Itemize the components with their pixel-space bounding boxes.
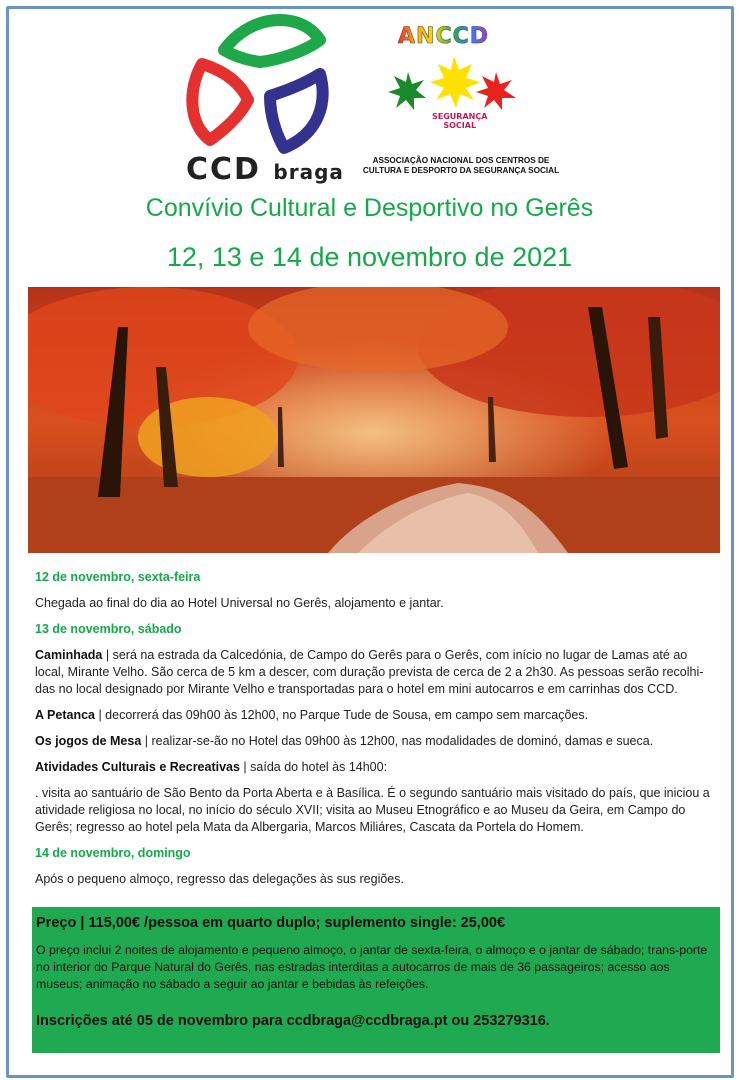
- caminhada-paragraph: [35, 647, 715, 698]
- day1-text: Chegada ao final do dia ao Hotel Universal no Gerês, alojamento e jantar.: [35, 596, 444, 610]
- jogos-label: Os jogos de Mesa: [35, 734, 142, 748]
- petanca-text: | decorrerá das 09h00 às 12h00, no Parque Tude de Sousa, em campo sem marcações.: [94, 708, 589, 722]
- price-includes: O preço inclui 2 noites de alojamento e pequeno almoço, o jantar de sexta-feira, o almoço e o jantar de sábado; trans-porte no interior do Parque Natural do Gerês, nas estradas interditas a autocarros de mais de 36 passageiros; acesso aos museus; animação no sábado a seguir ao jantar e bebidas às refeições.: [36, 943, 708, 991]
- ccd-wordmark: CCD braga: [186, 152, 344, 187]
- autumn-forest-photo: [28, 287, 720, 553]
- petanca-label: A Petanca: [35, 708, 95, 722]
- day3-heading: 14 de novembro, domingo: [35, 846, 191, 860]
- price-box: [32, 907, 720, 1053]
- atividades-label: Atividades Culturais e Recreativas: [35, 760, 240, 774]
- event-dates: 12, 13 e 14 de novembro de 2021: [166, 242, 573, 272]
- caminhada-text: | será na estrada da Calcedónia, de Campo do Gerês para o Gerês, com início no lugar de Lamas até ao local, Mirante Velho. São cerca de 5 km a descer, com duração prevista de cerca de 2 a 2h30. As pessoas serão recolhi-das no local designado por Mirante Velho e transportadas para o hotel em mini autocarros e em carrinhas dos CCD.: [35, 648, 704, 696]
- atividades-paragraph: [35, 759, 715, 776]
- association-name: ASSOCIAÇÃO NACIONAL DOS CENTROS DE CULTURA E DESPORTO DA SEGURANÇA SOCIAL: [362, 156, 560, 175]
- anccd-logo-title: ANCCD: [398, 24, 489, 49]
- seguranca-social-mark: SEGURANÇA SOCIAL: [432, 112, 488, 130]
- jogos-paragraph: [35, 733, 715, 750]
- day3-text: Após o pequeno almoço, regresso das delegações às sus regiões.: [35, 872, 404, 886]
- registration-info: Inscrições até 05 de novembro para ccdbraga@ccdbraga.pt ou 253279316.: [36, 1013, 550, 1029]
- price-line: Preço | 115,00€ /pessoa em quarto duplo; suplemento single: 25,00€: [36, 915, 506, 931]
- visita-paragraph: . visita ao santuário de São Bento da Porta Aberta e à Basílica. É o segundo santuário mais visitado do país, que iniciou a atividade religiosa no local, no início do século XVII; visita ao Museu Etnográfico e ao Museu da Geira, em Campo do Gerês; regresso ao hotel pela Mata da Albergaria, Marcos Miliáres, Cascata da Portela do Homem.: [35, 786, 710, 834]
- jogos-text: | realizar-se-ão no Hotel das 09h00 às 12h00, nas modalidades de dominó, damas e sueca.: [141, 734, 654, 748]
- petanca-paragraph: [35, 707, 715, 724]
- atividades-text: | saída do hotel às 14h00:: [239, 760, 388, 774]
- page-title: Convívio Cultural e Desportivo no Gerês: [145, 194, 594, 222]
- day1-heading: 12 de novembro, sexta-feira: [35, 570, 201, 584]
- caminhada-label: Caminhada: [35, 648, 103, 662]
- program-section: [35, 569, 715, 897]
- day2-heading: 13 de novembro, sábado: [35, 622, 182, 636]
